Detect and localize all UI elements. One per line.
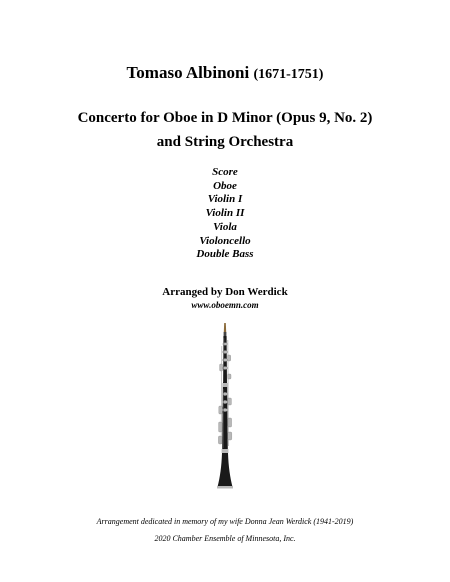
work-title-line-1: Concerto for Oboe in D Minor (Opus 9, No. 2): [77, 110, 373, 126]
parts-list: [0, 166, 450, 262]
part-item-oboe: Oboe: [213, 179, 237, 192]
composer-years: (1671-1751): [253, 67, 324, 82]
part-item-viola: Viola: [213, 220, 237, 233]
publisher-line: 2020 Chamber Ensemble of Minnesota, Inc.: [154, 534, 296, 543]
part-item-double-bass: Double Bass: [196, 248, 254, 261]
part-item-violin-2: Violin II: [205, 207, 245, 220]
composer-name: Tomaso Albinoni: [126, 63, 250, 82]
work-title-line-2: and String Orchestra: [156, 134, 294, 150]
website-link[interactable]: www.oboemn.com: [191, 300, 259, 310]
dedication-note: Arrangement dedicated in memory of my wife Donna Jean Werdick (1941-2019): [96, 517, 354, 526]
arranger-credit: Arranged by Don Werdick: [162, 286, 288, 298]
composer-heading: [0, 63, 450, 85]
part-item-violin-1: Violin I: [207, 193, 243, 206]
part-item-violoncello: Violoncello: [199, 234, 251, 247]
part-item-score: Score: [212, 166, 238, 178]
oboe-icon: [205, 322, 245, 492]
